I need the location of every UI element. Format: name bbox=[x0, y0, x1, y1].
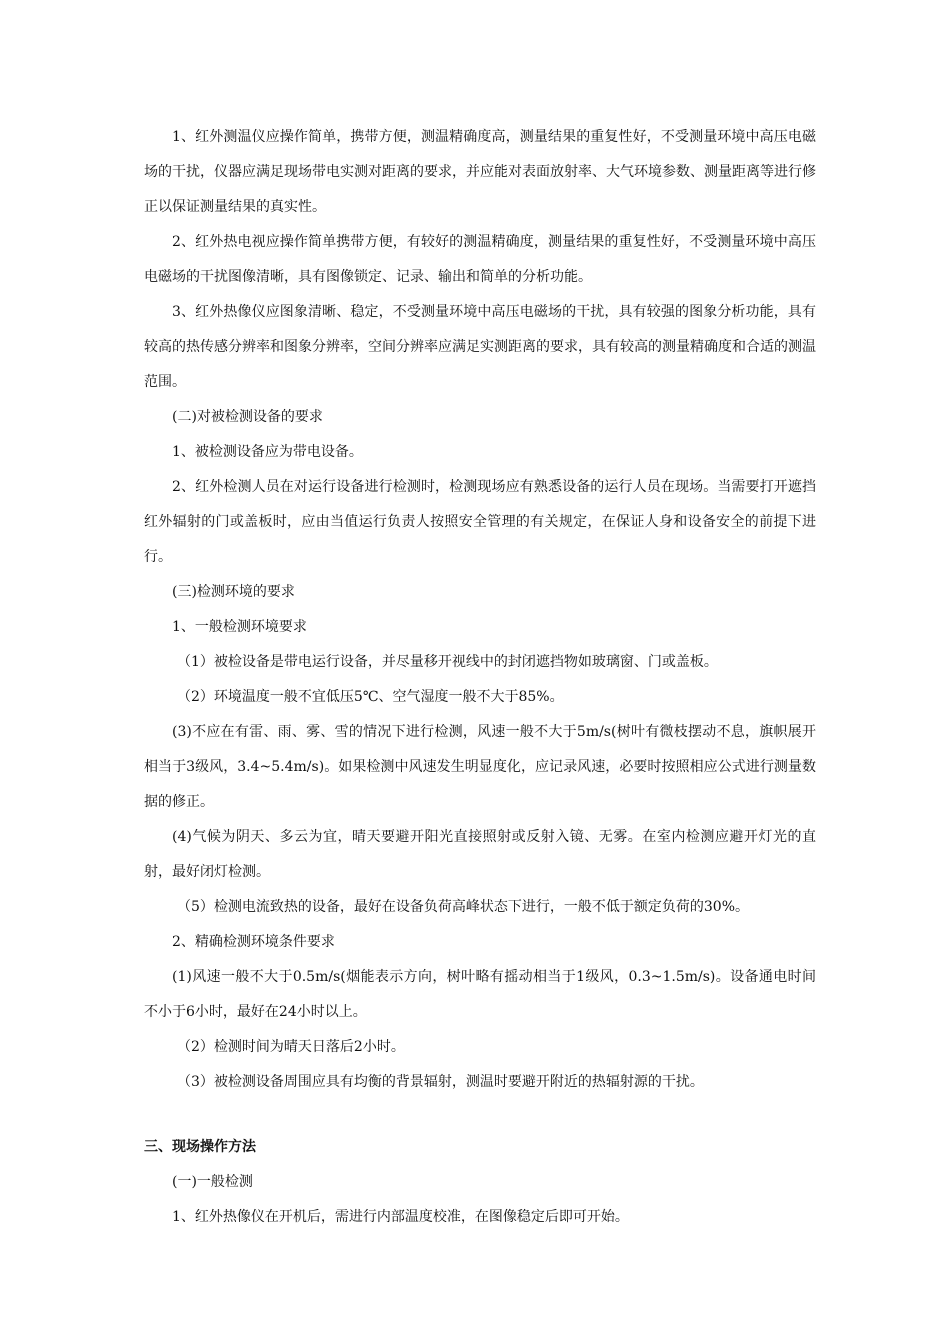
paragraph-6: 1、一般检测环境要求 bbox=[172, 619, 307, 635]
paragraph-15: （3）被检测设备周围应具有均衡的背景辐射，测温时要避开附近的热辐射源的干扰。 bbox=[177, 1074, 704, 1090]
paragraph-8: （2）环境温度一般不宜低压5℃、空气湿度一般不大于85%。 bbox=[177, 689, 564, 705]
subsection-title-equipment: (二)对被检测设备的要求 bbox=[172, 409, 323, 425]
paragraph-5: 2、红外检测人员在对运行设备进行检测时，检测现场应有熟悉设备的运行人员在现场。当需要打开遮挡红外辐射的门或盖板时，应由当值运行负责人按照安全管理的有关规定，在保证人身和设备安全的前提下进行。 bbox=[144, 479, 816, 565]
section-heading: 三、现场操作方法 bbox=[144, 1139, 256, 1155]
paragraph-13: (1)风速一般不大于0.5m/s(烟能表示方向，树叶略有摇动相当于1级风，0.3~1.5m/s)。设备通电时间不小于6小时，最好在24小时以上。 bbox=[144, 969, 816, 1020]
paragraph-10: (4)气候为阴天、多云为宜，晴天要避开阳光直接照射或反射入镜、无雾。在室内检测应避开灯光的直射，最好闭灯检测。 bbox=[144, 829, 816, 880]
paragraph-7: （1）被检设备是带电运行设备，并尽量移开视线中的封闭遮挡物如玻璃窗、门或盖板。 bbox=[177, 654, 718, 670]
paragraph-12: 2、精确检测环境条件要求 bbox=[172, 934, 335, 950]
paragraph-2: 2、红外热电视应操作简单携带方便，有较好的测温精确度，测量结果的重复性好，不受测量环境中高压电磁场的干扰图像清晰，具有图像锁定、记录、输出和简单的分析功能。 bbox=[144, 234, 816, 285]
subsection-title-environment: (三)检测环境的要求 bbox=[172, 584, 295, 600]
paragraph-16: 1、红外热像仪在开机后，需进行内部温度校准，在图像稳定后即可开始。 bbox=[172, 1209, 629, 1225]
paragraph-1: 1、红外测温仪应操作简单，携带方便，测温精确度高，测量结果的重复性好，不受测量环境中高压电磁场的干扰，仪器应满足现场带电实测对距离的要求，并应能对表面放射率、大气环境参数、测量距离等进行修正以保证测量结果的真实性。 bbox=[144, 129, 816, 215]
paragraph-4: 1、被检测设备应为带电设备。 bbox=[172, 444, 363, 460]
subsection-title-general-detection: (一)一般检测 bbox=[172, 1174, 253, 1190]
paragraph-9: (3)不应在有雷、雨、雾、雪的情况下进行检测，风速一般不大于5m/s(树叶有微枝摆动不息，旗帜展开相当于3级风，3.4~5.4m/s)。如果检测中风速发生明显度化，应记录风速，必要时按照相应公式进行测量数据的修正。 bbox=[144, 724, 816, 810]
paragraph-11: （5）检测电流致热的设备，最好在设备负荷高峰状态下进行，一般不低于额定负荷的30%。 bbox=[177, 899, 750, 915]
paragraph-14: （2）检测时间为晴天日落后2小时。 bbox=[177, 1039, 405, 1055]
document-page bbox=[144, 120, 816, 1235]
paragraph-3: 3、红外热像仪应图象清晰、稳定，不受测量环境中高压电磁场的干扰，具有较强的图象分析功能，具有较高的热传感分辨率和图象分辨率，空间分辨率应满足实测距离的要求，具有较高的测量精确度和合适的测温范围。 bbox=[144, 304, 816, 390]
